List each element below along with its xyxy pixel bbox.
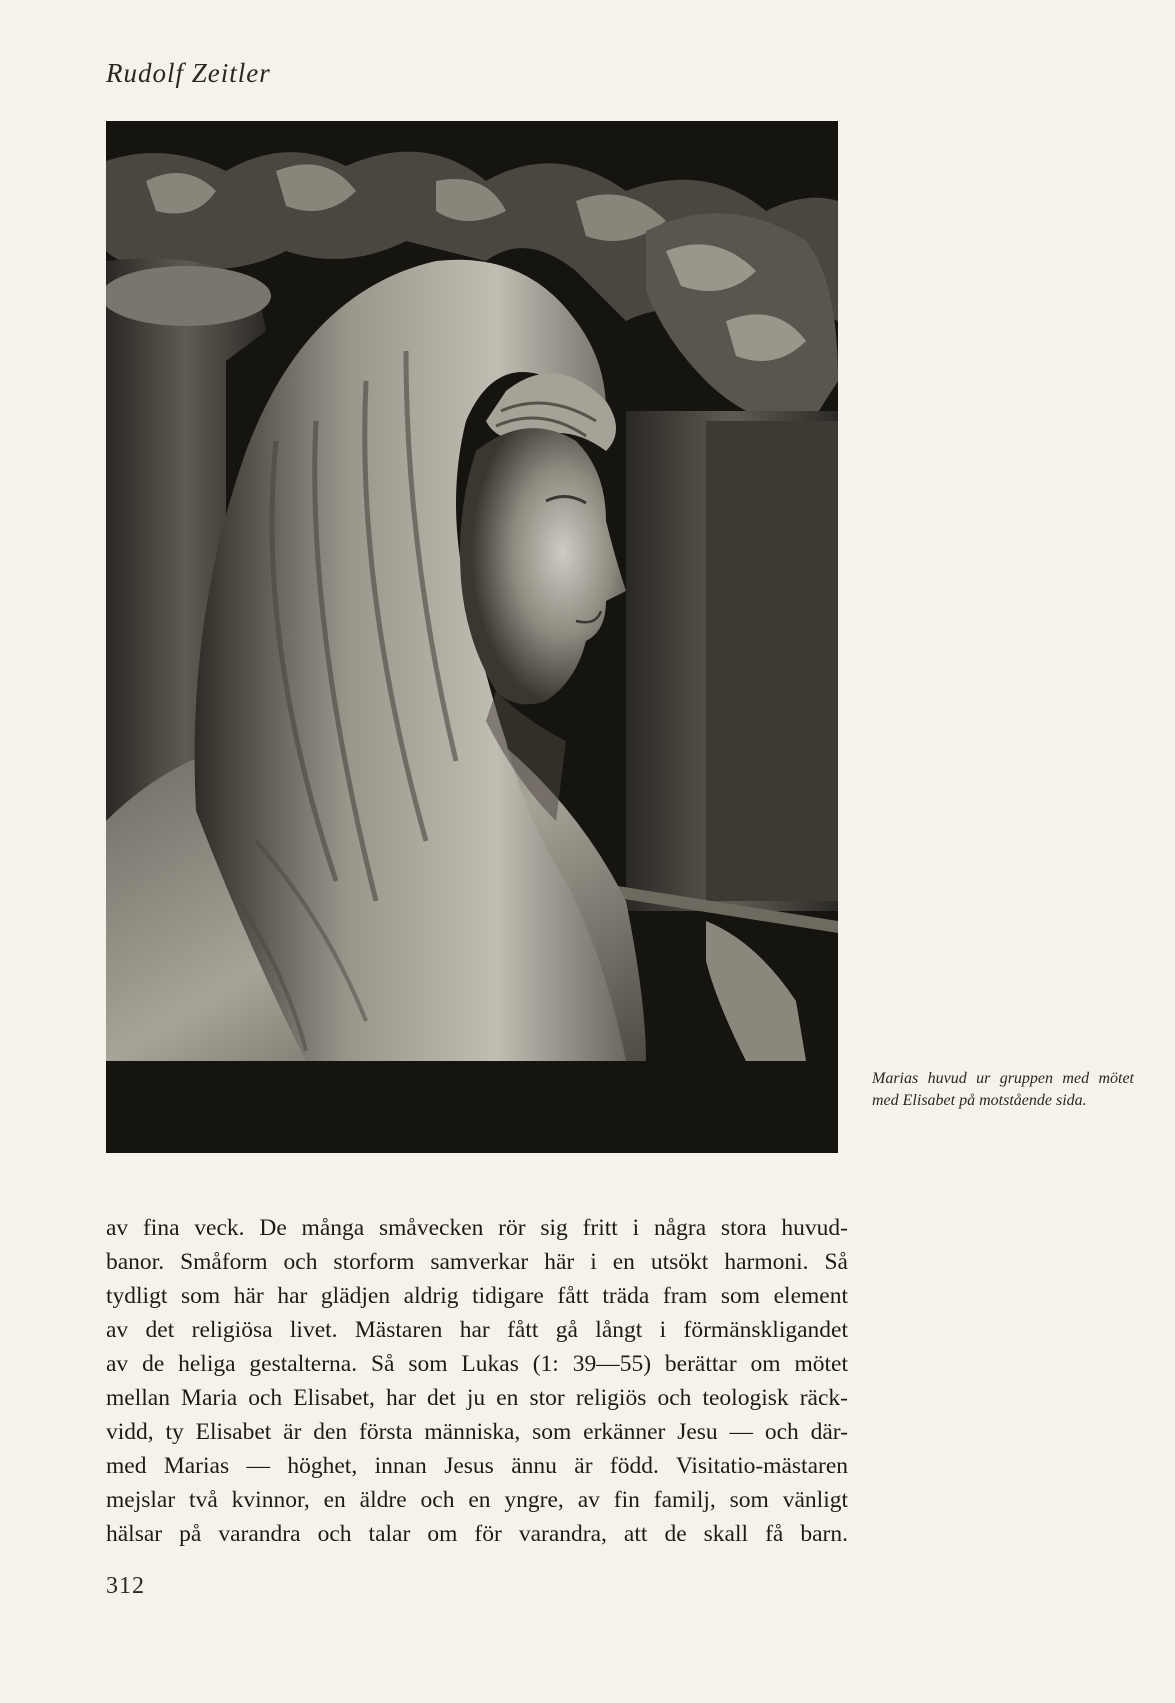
text-line: tydligt som här har glädjen aldrig tidigare fått träda fram som element — [106, 1283, 848, 1309]
text-line: hälsar på varandra och talar om för varandra, att de skall få barn. — [106, 1521, 848, 1547]
text-line: av de heliga gestalterna. Så som Lukas (1: 39—55) berättar om mötet — [106, 1351, 848, 1377]
running-head: Rudolf Zeitler — [106, 58, 271, 88]
body-text — [106, 1211, 848, 1551]
text-line: av det religiösa livet. Mästaren har fått gå långt i förmänskligandet — [106, 1317, 848, 1343]
text-line: vidd, ty Elisabet är den första människa, som erkänner Jesu — och där- — [106, 1419, 848, 1445]
text-line: mejslar två kvinnor, en äldre och en yngre, av fin familj, som vänligt — [106, 1487, 848, 1513]
page-number: 312 — [106, 1573, 145, 1599]
text-line: av fina veck. De många småvecken rör sig fritt i några stora huvud- — [106, 1215, 848, 1241]
sculpture-photo — [106, 121, 838, 1153]
sculpture-photo-icon — [106, 121, 838, 1153]
text-line: banor. Småform och storform samverkar här i en utsökt harmoni. Så — [106, 1249, 848, 1275]
photo-caption: Marias huvud ur gruppen med mötet med Elisabet på motstående sida. — [872, 1070, 1134, 1109]
text-line: med Marias — höghet, innan Jesus ännu är född. Visitatio-mästaren — [106, 1453, 848, 1479]
text-line: mellan Maria och Elisabet, har det ju en stor religiös och teologisk räck- — [106, 1385, 848, 1411]
